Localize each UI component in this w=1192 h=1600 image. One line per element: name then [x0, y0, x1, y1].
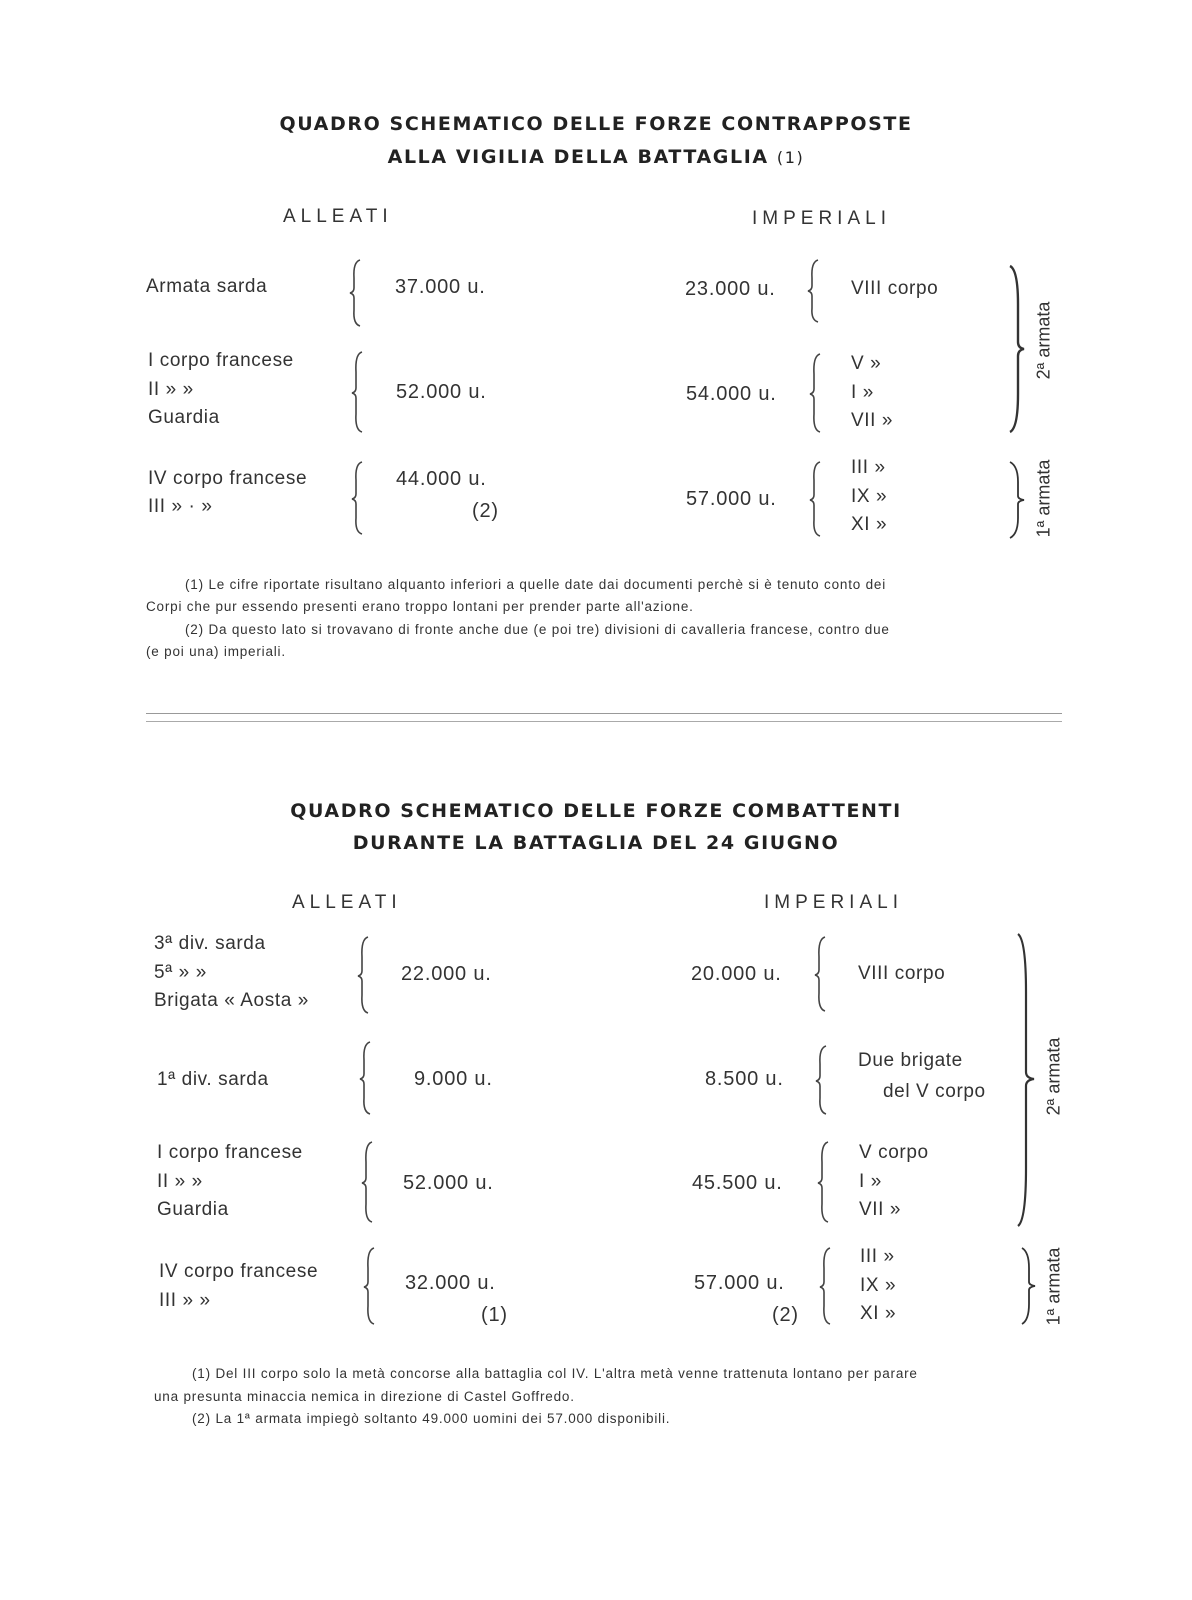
section-divider-top — [146, 713, 1062, 714]
s2-r2-allied-strength: 9.000 u. — [414, 1068, 493, 1090]
s2-r3-imperial-strength: 45.500 u. — [692, 1172, 783, 1194]
s1-r3-imperial-unit-2: IX » — [851, 486, 888, 507]
s2-note-1-cont: una presunta minaccia nemica in direzione di Castel Goffredo. — [154, 1389, 575, 1404]
s2-r4-imperial-unit-1: III » — [860, 1246, 895, 1267]
section1-title-text: ALLA VIGILIA DELLA BATTAGLIA — [387, 146, 769, 168]
section1-header-imperials: IMPERIALI — [752, 208, 891, 229]
s2-r1-ally-3: Brigata « Aosta » — [154, 990, 309, 1011]
section2-title-line2: DURANTE LA BATTAGLIA DEL 24 GIUGNO — [352, 832, 840, 854]
s2-r1-imperial-brace — [813, 935, 833, 1013]
s2-r2-ally-1: 1ª div. sarda — [157, 1069, 269, 1090]
s2-r3-allied-strength: 52.000 u. — [403, 1172, 494, 1194]
s1-r2-imperial-brace — [808, 352, 828, 434]
s2-r3-imperial-unit-3: VII » — [859, 1199, 902, 1220]
s2-r1-ally-2: 5ª » » — [154, 962, 207, 983]
s1-army1-brace — [1006, 460, 1028, 540]
s1-note-2: (2) Da questo lato si trovavano di fronte anche due (e poi tre) divisioni di cavalleria francese, contro due — [185, 622, 890, 637]
s2-army2-brace — [1014, 932, 1038, 1228]
s2-r2-imperial-unit-1: Due brigate — [858, 1050, 963, 1071]
s1-r3-ally-2: III » · » — [148, 496, 213, 517]
section1-title-line2 — [0, 146, 1192, 168]
s2-r3-imperial-unit-1: V corpo — [859, 1142, 929, 1163]
section2-title-line1: QUADRO SCHEMATICO DELLE FORZE COMBATTENTI — [290, 800, 902, 822]
s1-r3-imperial-unit-3: XI » — [851, 514, 888, 535]
s1-r3-ally-1: IV corpo francese — [148, 468, 308, 489]
section2-header-allies: ALLEATI — [292, 892, 402, 913]
s2-r1-ally-1: 3ª div. sarda — [154, 933, 266, 954]
s1-r2-ally-1: I corpo francese — [148, 350, 294, 371]
s1-note-1: (1) Le cifre riportate risultano alquanto inferiori a quelle date dai documenti perchè si è tenuto conto dei — [185, 577, 887, 592]
s1-r3-imperial-brace — [808, 460, 828, 538]
s2-r1-allied-brace — [356, 935, 376, 1015]
s1-r2-allied-brace — [350, 350, 370, 434]
s2-r2-allied-brace — [358, 1040, 378, 1116]
s1-r1-allied-brace — [348, 258, 368, 328]
section1-title-line1: QUADRO SCHEMATICO DELLE FORZE CONTRAPPOSTE — [279, 113, 913, 135]
s1-r2-imperial-strength: 54.000 u. — [686, 383, 777, 405]
s2-r2-imperial-brace — [814, 1044, 834, 1116]
s1-r2-ally-2: II » » — [148, 379, 194, 400]
s2-r3-ally-1: I corpo francese — [157, 1142, 303, 1163]
s2-note-2: (2) La 1ª armata impiegò soltanto 49.000 uomini dei 57.000 disponibili. — [192, 1411, 671, 1426]
s2-r3-imperial-unit-2: I » — [859, 1171, 882, 1192]
s2-r3-ally-3: Guardia — [157, 1199, 229, 1220]
s1-r3-allied-brace — [350, 460, 370, 536]
s2-r2-imperial-unit-2: del V corpo — [883, 1081, 986, 1102]
s1-r2-imperial-unit-2: I » — [851, 382, 874, 403]
s2-r4-imperial-note: (2) — [772, 1304, 799, 1326]
s2-r4-imperial-unit-3: XI » — [860, 1303, 897, 1324]
s2-note-1: (1) Del III corpo solo la metà concorse alla battaglia col IV. L'altra metà venne trattenuta lontano per parare — [192, 1366, 918, 1381]
s1-r1-imperial-unit-1: VIII corpo — [851, 278, 939, 299]
s1-r2-imperial-unit-1: V » — [851, 353, 882, 374]
section1-title-ref: (1) — [776, 148, 805, 167]
s2-army1-label: 1ª armata — [1043, 1247, 1064, 1326]
s2-r3-allied-brace — [360, 1140, 380, 1224]
s2-army1-brace — [1018, 1246, 1038, 1326]
s2-army2-label: 2ª armata — [1043, 1037, 1064, 1116]
s2-r1-imperial-unit-1: VIII corpo — [858, 963, 946, 984]
s1-r1-imperial-brace — [806, 258, 826, 324]
s2-r4-allied-brace — [362, 1246, 382, 1326]
s1-note-2-cont: (e poi una) imperiali. — [146, 644, 286, 659]
section-divider-bottom — [146, 721, 1062, 722]
section2-header-imperials: IMPERIALI — [764, 892, 903, 913]
s2-r4-allied-note: (1) — [481, 1304, 508, 1326]
s1-r3-allied-note: (2) — [472, 500, 499, 522]
s1-army1-label: 1ª armata — [1033, 459, 1054, 538]
s1-r2-imperial-unit-3: VII » — [851, 410, 894, 431]
s2-r4-ally-2: III » » — [159, 1290, 211, 1311]
s2-r1-allied-strength: 22.000 u. — [401, 963, 492, 985]
s1-r2-ally-3: Guardia — [148, 407, 220, 428]
s2-r4-allied-strength: 32.000 u. — [405, 1272, 496, 1294]
s2-r3-imperial-brace — [816, 1140, 836, 1224]
s2-r1-imperial-strength: 20.000 u. — [691, 963, 782, 985]
s1-army2-label: 2ª armata — [1033, 301, 1054, 380]
s1-r3-allied-strength: 44.000 u. — [396, 468, 487, 490]
s1-r1-imperial-strength: 23.000 u. — [685, 278, 776, 300]
s2-r3-ally-2: II » » — [157, 1171, 203, 1192]
s1-r1-allied-strength: 37.000 u. — [395, 276, 486, 298]
s1-r3-imperial-unit-1: III » — [851, 457, 886, 478]
s2-r4-imperial-brace — [818, 1246, 838, 1326]
s1-r3-imperial-strength: 57.000 u. — [686, 488, 777, 510]
s1-note-1-cont: Corpi che pur essendo presenti erano troppo lontani per prender parte all'azione. — [146, 599, 694, 614]
s1-r1-ally-1: Armata sarda — [146, 276, 268, 297]
s2-r4-imperial-unit-2: IX » — [860, 1275, 897, 1296]
section1-header-allies: ALLEATI — [283, 206, 393, 227]
s2-r4-imperial-strength: 57.000 u. — [694, 1272, 785, 1294]
s1-r2-allied-strength: 52.000 u. — [396, 381, 487, 403]
s1-army2-brace — [1006, 264, 1028, 434]
s2-r2-imperial-strength: 8.500 u. — [705, 1068, 784, 1090]
s2-r4-ally-1: IV corpo francese — [159, 1261, 319, 1282]
